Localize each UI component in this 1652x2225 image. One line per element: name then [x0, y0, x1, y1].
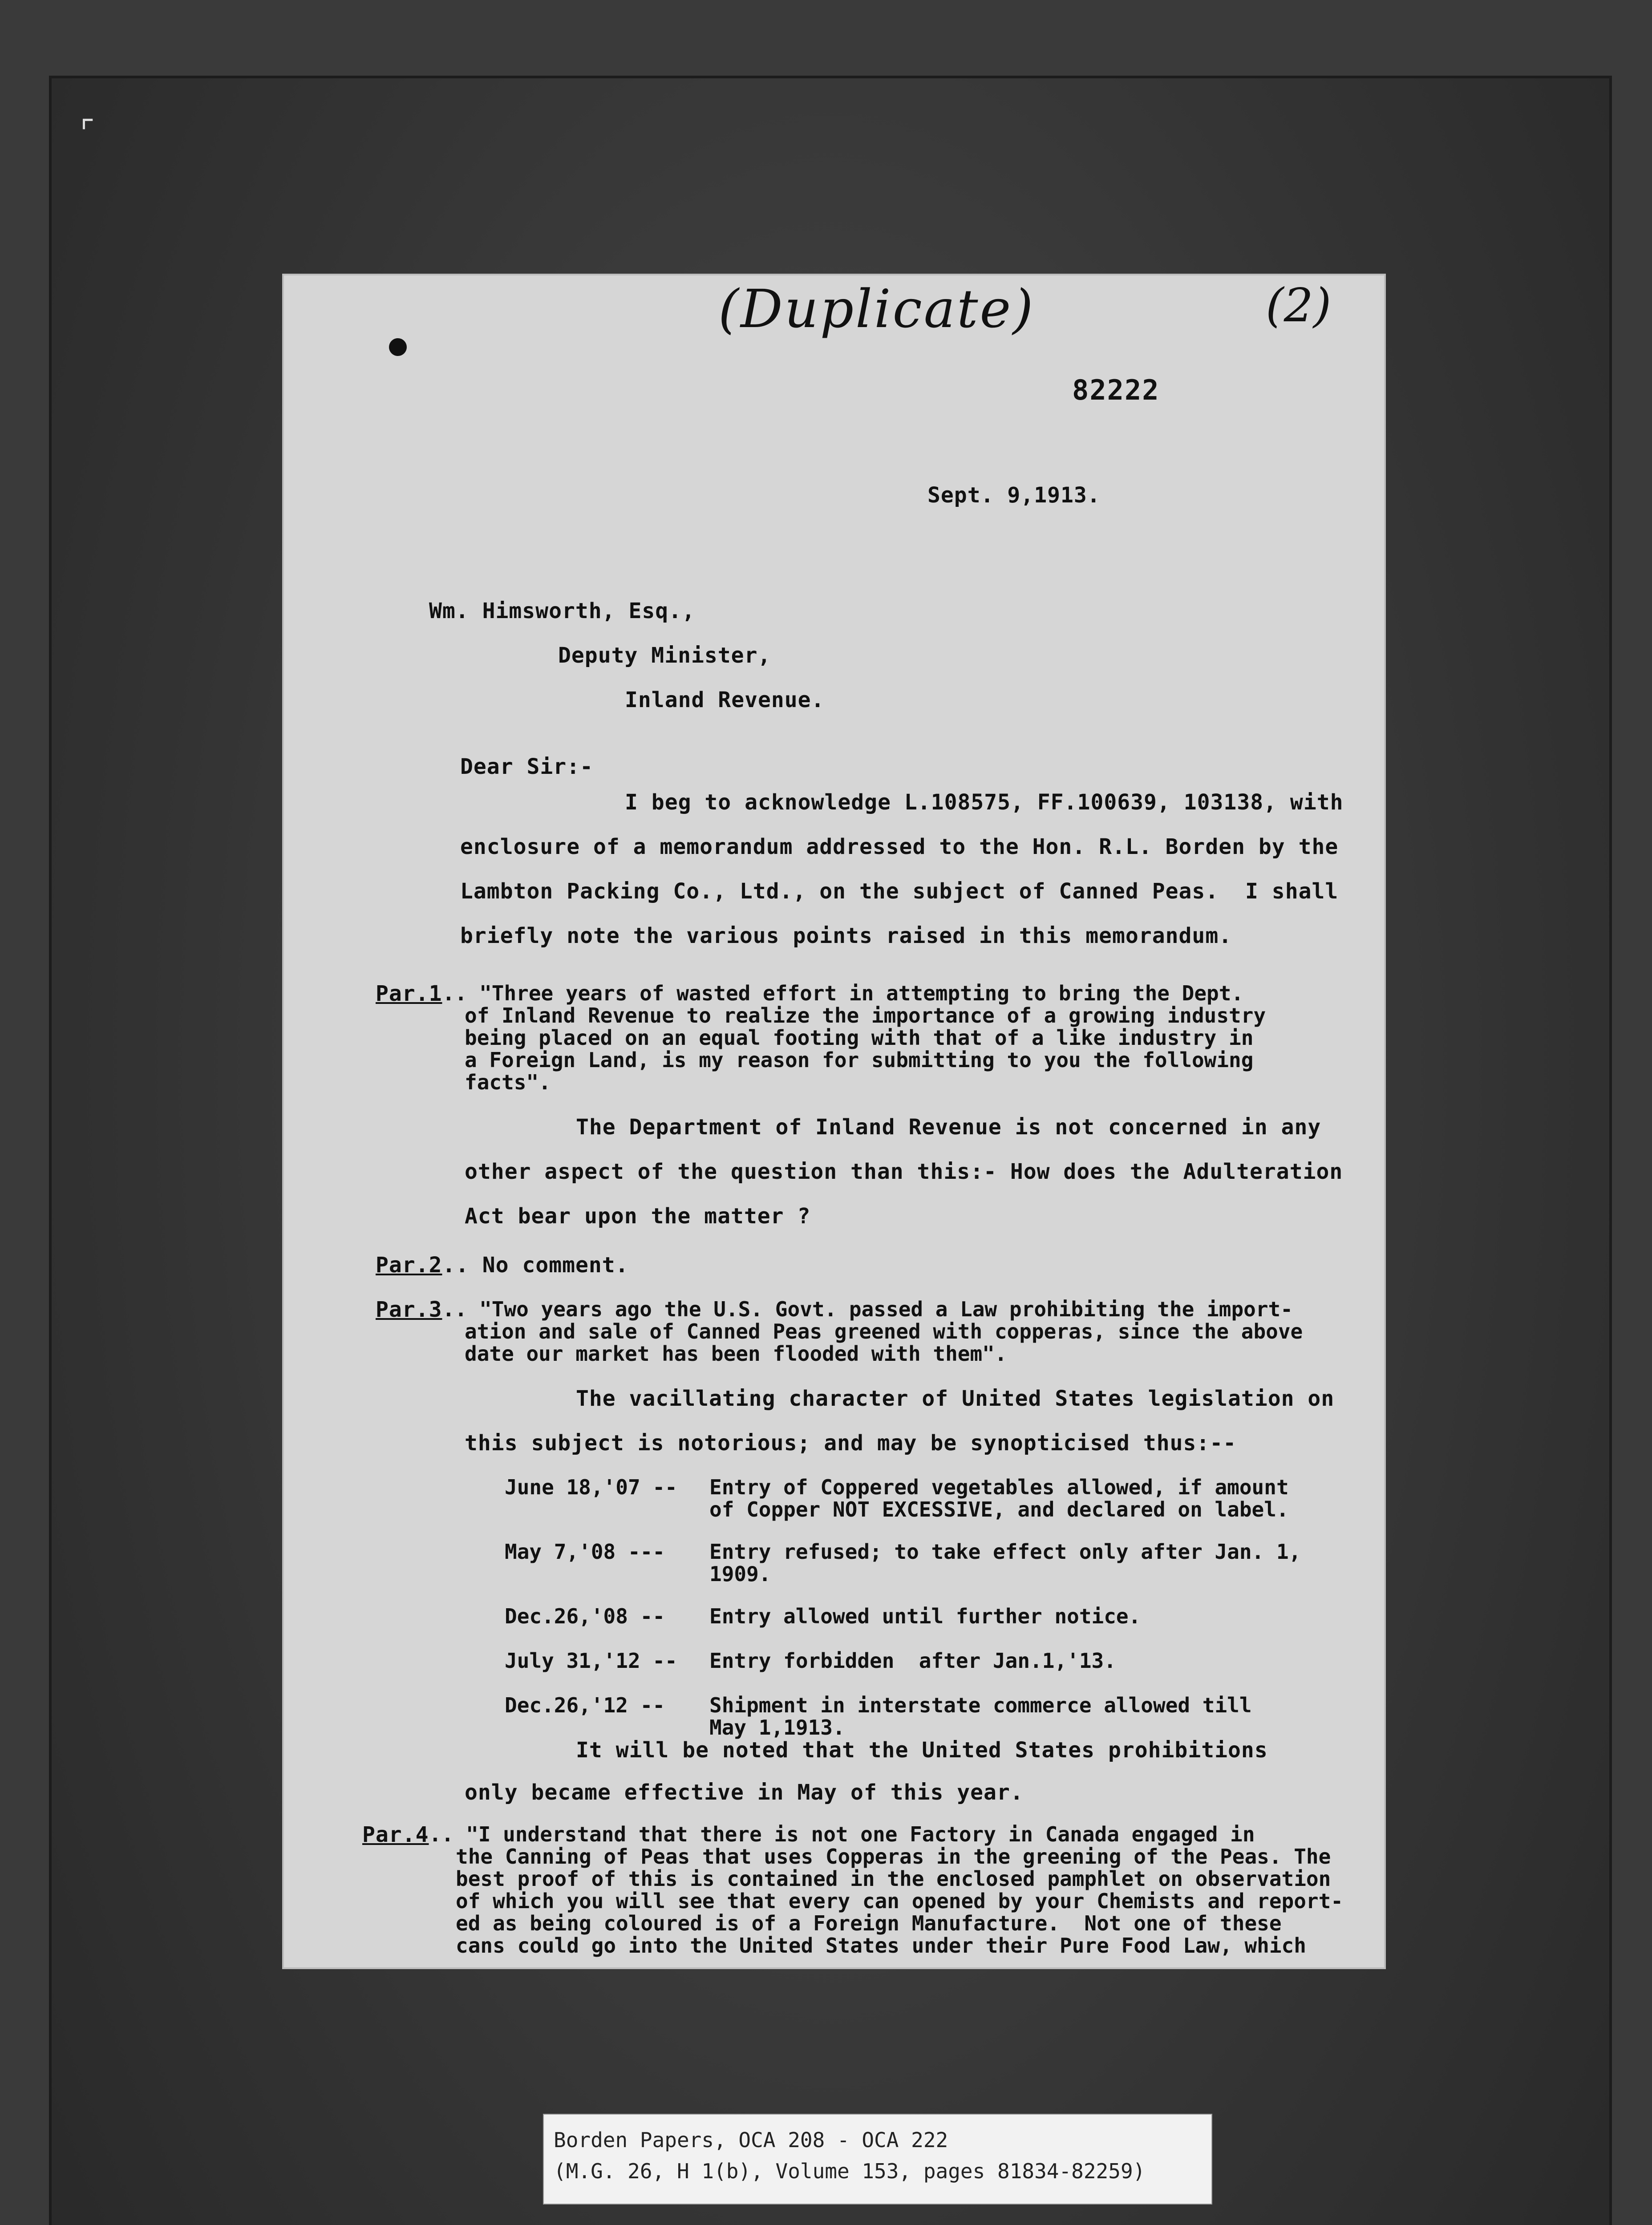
par1-quote-line: .. "Three years of wasted effort in attempting to bring the Dept. — [442, 981, 1244, 1005]
timeline-text: Entry allowed until further notice. — [709, 1604, 1141, 1628]
timeline-text: Entry refused; to take effect only after Jan. 1, — [709, 1540, 1301, 1564]
par4-quote-line: cans could go into the United States under their Pure Food Law, which — [456, 1934, 1306, 1958]
par3-note-line: only became effective in May of this year. — [465, 1780, 1024, 1805]
par1-label: Par.1 — [376, 981, 442, 1006]
par3-quote-line: ation and sale of Canned Peas greened with copperas, since the above — [465, 1319, 1303, 1343]
timeline-text: 1909. — [709, 1562, 771, 1586]
par2-text: .. No comment. — [442, 1253, 629, 1278]
addressee-line: Deputy Minister, — [558, 643, 771, 668]
par1-reply-line: The Department of Inland Revenue is not concerned in any — [576, 1115, 1321, 1140]
par4-quote-line: the Canning of Peas that uses Copperas in the greening of the Peas. The — [456, 1845, 1331, 1869]
par3-quote-line: date our market has been flooded with them". — [465, 1342, 1007, 1366]
timeline-date: June 18,'07 -- — [505, 1475, 677, 1499]
par3-note-line: It will be noted that the United States prohibitions — [576, 1738, 1268, 1763]
handwritten-page-number: (2) — [1266, 278, 1332, 332]
par3-quote-line: .. "Two years ago the U.S. Govt. passed a Law prohibiting the import- — [442, 1297, 1293, 1321]
par1-quote-line: a Foreign Land, is my reason for submitting to you the following — [465, 1048, 1254, 1072]
addressee-line: Wm. Himsworth, Esq., — [429, 599, 695, 623]
salutation: Dear Sir:- — [460, 754, 593, 779]
handwritten-duplicate: (Duplicate) — [718, 278, 1035, 340]
addressee-line: Inland Revenue. — [625, 688, 825, 712]
par4-quote-line: best proof of this is contained in the enclosed pamphlet on observation — [456, 1867, 1331, 1891]
par4-label: Par.4 — [362, 1822, 429, 1847]
timeline-date: Dec.26,'12 -- — [505, 1693, 665, 1717]
timeline-date: May 7,'08 --- — [505, 1540, 665, 1564]
par1-quote-line: facts". — [465, 1070, 551, 1094]
par1-quote-line: of Inland Revenue to realize the importance of a growing industry — [465, 1003, 1266, 1028]
par4-quote-line: of which you will see that every can opened by your Chemists and report- — [456, 1889, 1343, 1913]
letter-page — [282, 274, 1386, 1969]
letter-date: Sept. 9,1913. — [927, 483, 1101, 508]
timeline-text: of Copper NOT EXCESSIVE, and declared on label. — [709, 1497, 1289, 1521]
punch-hole-dot — [389, 338, 407, 356]
timeline-text: May 1,1913. — [709, 1715, 845, 1740]
corner-mark: ⌜ — [80, 113, 95, 150]
timeline-text: Entry forbidden after Jan.1,'13. — [709, 1649, 1116, 1673]
timeline-date: July 31,'12 -- — [505, 1649, 677, 1673]
par1-quote-line: being placed on an equal footing with that of a like industry in — [465, 1026, 1254, 1050]
intro-line: I beg to acknowledge L.108575, FF.100639, 103138, with — [625, 790, 1344, 815]
par2-label: Par.2 — [376, 1253, 442, 1278]
par3-reply-line: The vacillating character of United States legislation on — [576, 1386, 1335, 1411]
par4-quote-line: ed as being coloured is of a Foreign Manufacture. Not one of these — [456, 1911, 1282, 1935]
archive-reference-label — [543, 2114, 1212, 2205]
intro-line: Lambton Packing Co., Ltd., on the subject of Canned Peas. I shall — [460, 879, 1339, 904]
intro-line: briefly note the various points raised in this memorandum. — [460, 923, 1232, 948]
reference-line: Borden Papers, OCA 208 - OCA 222 — [554, 2128, 948, 2152]
intro-line: enclosure of a memorandum addressed to the Hon. R.L. Borden by the — [460, 834, 1339, 859]
par3-label: Par.3 — [376, 1297, 442, 1322]
par1-reply-line: other aspect of the question than this:- How does the Adulteration — [465, 1159, 1343, 1184]
document-number: 82222 — [1072, 374, 1160, 406]
timeline-text: Entry of Coppered vegetables allowed, if amount — [709, 1475, 1289, 1499]
par3-reply-line: this subject is notorious; and may be synopticised thus:-- — [465, 1431, 1237, 1456]
timeline-text: Shipment in interstate commerce allowed till — [709, 1693, 1252, 1717]
par4-quote-line: .. "I understand that there is not one Factory in Canada engaged in — [429, 1822, 1255, 1846]
timeline-date: Dec.26,'08 -- — [505, 1604, 665, 1628]
par1-reply-line: Act bear upon the matter ? — [465, 1204, 811, 1229]
reference-line: (M.G. 26, H 1(b), Volume 153, pages 81834-82259) — [554, 2159, 1146, 2183]
